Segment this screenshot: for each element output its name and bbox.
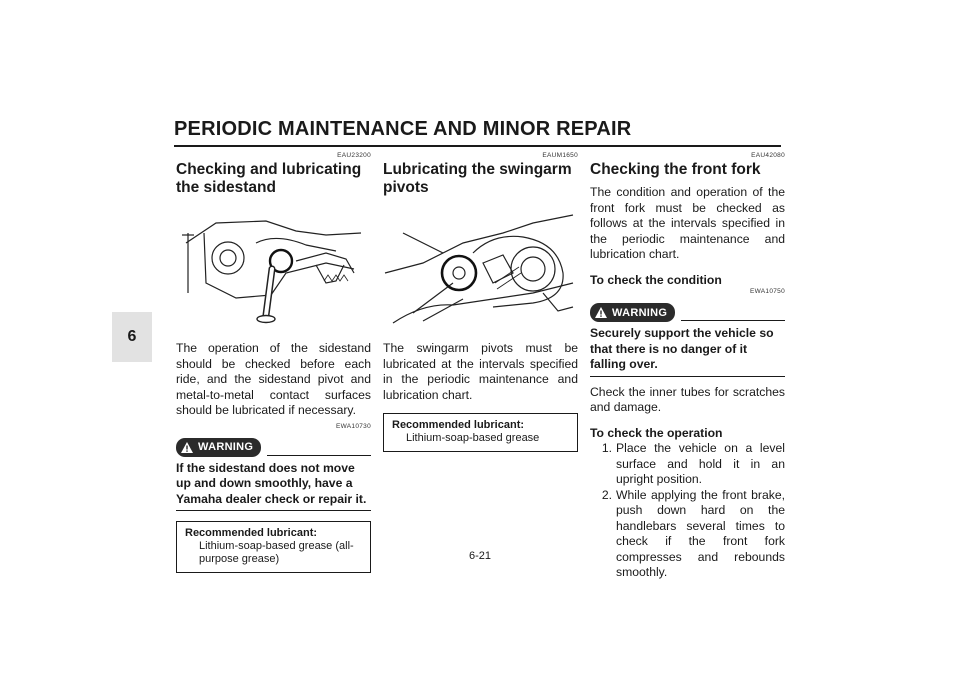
section-code: EAUM1650 [542,152,578,159]
section-code: EAU23200 [337,152,371,159]
section-body: The operation of the sidestand should be checked before each ride, and the sidestand pivot and metal-to-metal contact surfaces should be lubricated if necessary. [176,341,371,417]
warning-label: WARNING [612,306,668,319]
lubricant-box [383,413,578,452]
warning-code: EWA10750 [749,288,785,295]
swingarm-section [383,152,578,452]
front-fork-section [590,152,785,581]
list-item [590,441,785,488]
lubricant-value: Lithium-soap-based grease [406,432,540,444]
lubricant-value: Lithium-soap-based grease (all-purpose grease) [199,540,354,565]
condition-body: Check the inner tubes for scratches and damage. [590,384,785,414]
section-body: The condition and operation of the front fork must be checked as follows at the intervals specified in the periodic maintenance and lubrication chart. [590,185,785,261]
warning-code: EWA10730 [335,422,371,430]
warning-label: WARNING [198,441,254,453]
condition-heading: To check the condition [590,272,722,287]
section-body: The swingarm pivots must be lubricated at the intervals specified in the periodic maintenance and lubrication chart. [383,341,578,402]
lubricant-box [176,521,371,573]
chapter-tab: 6 [112,312,152,362]
warning-header [590,303,785,322]
lubricant-title: Recommended lubricant: [185,527,318,539]
section-title: Checking and lubricating the sidestand [176,161,362,196]
section-code: EAU42080 [751,152,785,159]
warning-badge [590,303,675,322]
sidestand-section [176,152,371,573]
list-item [590,488,785,581]
swingarm-illustration [383,203,578,335]
step-text: While applying the front brake, push down hard on the handlebars several times to check if the front fork compresses and rebounds smoothly. [616,487,785,579]
warning-text: Securely support the vehicle so that there is no danger of it falling over. [590,326,785,377]
section-title: Lubricating the swingarm pivots [383,161,572,196]
warning-badge [176,438,261,457]
warning-rule [681,319,785,321]
step-number: 1. [601,441,612,455]
step-number: 2. [601,487,612,502]
warning-text: If the sidestand does not move up and down smoothly, have a Yamaha dealer check or repair it. [176,461,371,512]
sidestand-illustration [176,203,371,335]
page-number: 6-21 [468,550,492,562]
operation-heading: To check the operation [590,425,723,440]
step-text: Place the vehicle on a level surface and hold it in an upright position. [616,441,785,486]
warning-header [176,438,371,457]
page-header: PERIODIC MAINTENANCE AND MINOR REPAIR [174,118,781,147]
warning-triangle-icon [594,306,608,319]
lubricant-title: Recommended lubricant: [392,419,525,431]
warning-triangle-icon [180,441,194,454]
section-title: Checking the front fork [590,161,761,178]
warning-rule [267,454,371,456]
